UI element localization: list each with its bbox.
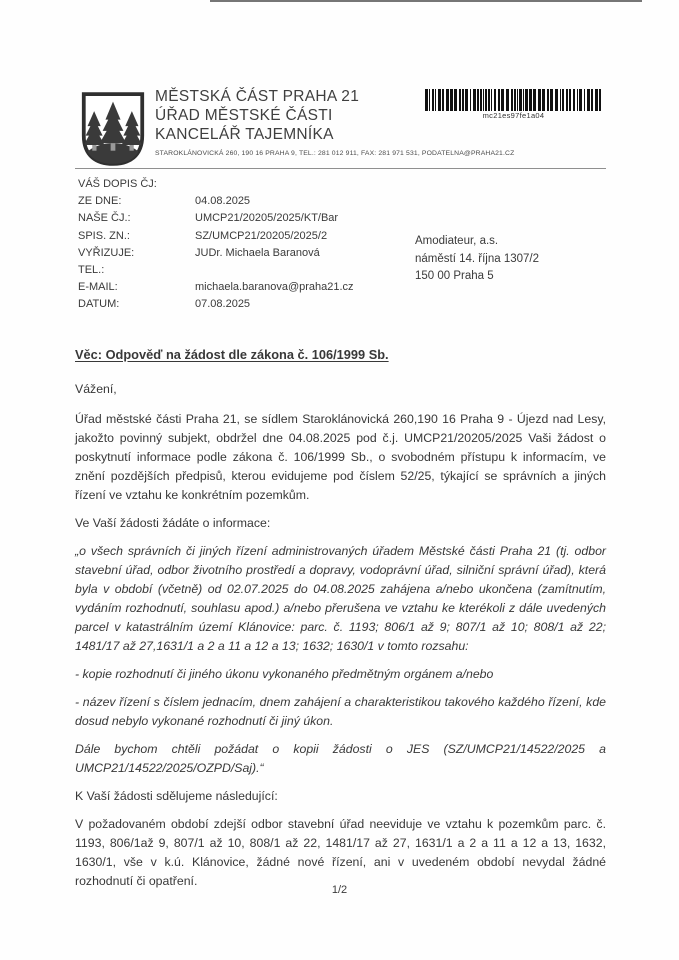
header-divider <box>75 168 606 169</box>
paragraph-intro: Úřad městské části Praha 21, se sídlem Staroklánovická 260,190 16 Praha 9 - Újezd nad Lesy, jakožto povinný subjekt, obdržel dne 04.08.2025 pod č.j. UMCP21/20205/2025 Vaši žádost o poskytnutí informace podle zákona č. 106/1999 Sb., o svobodném přístupu k informacím, ve znění pozdějších předpisů, kterou evidujeme pod číslem 52/25, týkající se správních a jiných řízení ve vztahu ke konkrétním pozemkům. <box>75 412 606 502</box>
paragraph-response: V požadovaném období zdejší odbor stavební úřad neeviduje ve vztahu k pozemkům parc. č. 1193, 806/1až 9, 807/1 až 10, 808/1 až 22, 1481/17 až 27, 1631/1 a 2 a 11 a 12 a 13, 1632, 1630/1, vše v k.ú. Klánovice, žádné nové řízení, ani v uvedeném období nevydal žádné rozhodnutí či opatření. <box>75 817 606 888</box>
paragraph-response-lead: K Vaší žádosti sdělujeme následující: <box>75 789 278 803</box>
barcode <box>425 89 602 120</box>
reference-block <box>78 176 354 314</box>
ref-row-tel: TEL.: <box>78 264 105 277</box>
quoted-bullet-1: - kopie rozhodnutí či jiného úkonu vykonaného předmětným orgánem a/nebo <box>75 667 494 681</box>
page-number: 1/2 <box>331 884 348 896</box>
paragraph-request-lead: Ve Vaší žádosti žádáte o informace: <box>75 516 271 530</box>
ref-row-spis-zn: SPIS. ZN.: SZ/UMCP21/20205/2025/2 <box>78 229 328 242</box>
subject-line: Věc: Odpověď na žádost dle zákona č. 106/1999 Sb. <box>75 347 389 362</box>
ref-row-vyrizuje: VYŘIZUJE: JUDr. Michaela Baranová <box>78 246 320 259</box>
org-line-2: ÚŘAD MĚSTSKÉ ČÁSTI <box>155 107 333 124</box>
ref-row-nase-cj: NAŠE ČJ.: UMCP21/20205/2025/KT/Bar <box>78 212 339 225</box>
ref-row-vas-dopis: VÁŠ DOPIS ČJ: <box>78 178 157 190</box>
barcode-bars <box>425 89 602 111</box>
barcode-label: mc21es97fe1a04 <box>482 111 545 120</box>
ref-row-ze-dne: ZE DNE: 04.08.2025 <box>78 195 251 208</box>
org-line-1: MĚSTSKÁ ČÁST PRAHA 21 <box>155 88 360 105</box>
org-title-block <box>155 87 359 144</box>
org-contact-line: STAROKLÁNOVICKÁ 260, 190 16 PRAHA 9, TEL.: 281 012 911, FAX: 281 971 531, PODATELNA@PRAHA21.CZ <box>155 150 515 157</box>
coat-of-arms-icon <box>80 90 146 168</box>
recipient-city: 150 00 Praha 5 <box>415 270 494 282</box>
scan-artifact <box>210 0 642 2</box>
recipient-address <box>415 233 539 286</box>
quoted-bullet-2: - název řízení s číslem jednacím, dnem zahájení a charakteristikou takového každého řízení, kde dosud nebylo vykonané rozhodnutí či jiný úkon. <box>75 695 606 728</box>
salutation: Vážení, <box>75 382 117 396</box>
recipient-name: Amodiateur, a.s. <box>415 235 499 247</box>
org-line-3: KANCELÁŘ TAJEMNÍKA <box>155 126 334 143</box>
letter-body <box>75 345 606 900</box>
quoted-request-paragraph: „o všech správních či jiných řízení administrovaných úřadem Městské části Praha 21 (tj. odbor stavební úřad, odbor životního prostředí a dopravy, vodoprávní úřad, silniční správní úřad), která byla v období (včetně) od 02.07.2025 do 04.08.2025 zahájena a/nebo ukončena (zamítnutím, vydáním rozhodnutí, souhlasu apod.) a/nebo přerušena ve vztahu ke kterékoli z dále uvedených parcel v katastrálním území Klánovice: parc. č. 1193; 806/1 až 9; 807/1 až 10; 808/1 až 22; 1481/17 až 27,1631/1 a 2 a 11 a 12 a 13; 1632; 1630/1 v tomto rozsahu: <box>75 544 606 653</box>
recipient-street: náměstí 14. října 1307/2 <box>415 252 540 265</box>
ref-row-email: E-MAIL: michaela.baranova@praha21.cz <box>78 281 354 294</box>
quoted-additional-request: Dále bychom chtěli požádat o kopii žádosti o JES (SZ/UMCP21/14522/2025 a UMCP21/14522/2025/OZPD/Saj).“ <box>75 742 606 775</box>
ref-row-datum: DATUM: 07.08.2025 <box>78 298 251 311</box>
